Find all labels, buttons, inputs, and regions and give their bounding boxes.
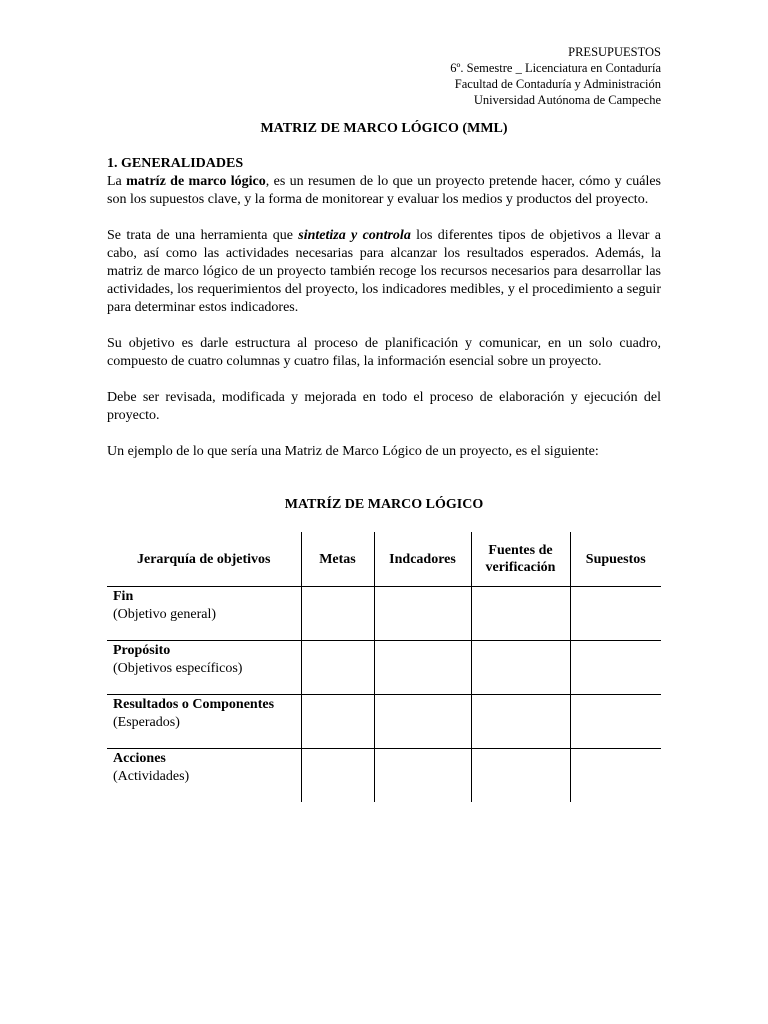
row-label-cell	[107, 641, 301, 695]
empty-cell	[471, 587, 570, 641]
header-assumptions: Supuestos	[570, 532, 661, 587]
logical-framework-table	[107, 532, 661, 802]
header-goals: Metas	[301, 532, 374, 587]
empty-cell	[374, 695, 471, 749]
paragraph-5: Un ejemplo de lo que sería una Matriz de Marco Lógico de un proyecto, es el siguiente:	[107, 444, 599, 459]
header-line-university: Universidad Autónoma de Campeche	[473, 93, 661, 107]
empty-cell	[471, 749, 570, 803]
paragraph-2	[107, 227, 661, 317]
empty-cell	[570, 641, 661, 695]
row-sublabel: (Esperados)	[113, 715, 180, 730]
empty-cell	[301, 695, 374, 749]
section-generalidades	[107, 155, 661, 479]
table-row	[107, 587, 661, 641]
empty-cell	[374, 587, 471, 641]
empty-cell	[301, 749, 374, 803]
header-indicators: Indcadores	[374, 532, 471, 587]
table-row	[107, 695, 661, 749]
empty-cell	[374, 749, 471, 803]
row-sublabel: (Objetivos específicos)	[113, 661, 243, 676]
paragraph-1-pre: La	[107, 174, 127, 189]
paragraph-3: Su objetivo es darle estructura al proceso de planificación y comunicar, en un solo cuadro, compuesto de cuatro columnas y cuatro filas, la información esencial sobre un proyecto.	[107, 336, 661, 369]
row-label-cell	[107, 695, 301, 749]
row-label: Resultados o Componentes	[113, 697, 275, 712]
header-line-course: PRESUPUESTOS	[568, 45, 661, 59]
paragraph-2-post: los diferentes tipos de objetivos a llevar a cabo, así como las actividades necesarias para alcanzar los resultados esperados. Además, la matriz de marco lógico de un proyecto también recoge los recursos necesarios para desarrollar las actividades, los requerimientos del proyecto, los indicadores medibles, y el procedimiento a seguir para determinar estos indicadores.	[107, 228, 661, 315]
header-objective-hierarchy: Jerarquía de objetivos	[136, 551, 271, 567]
row-label-cell	[107, 587, 301, 641]
empty-cell	[570, 749, 661, 803]
empty-cell	[471, 641, 570, 695]
row-label: Acciones	[113, 751, 166, 766]
table-row	[107, 749, 661, 803]
paragraph-2-pre: Se trata de una herramienta que	[107, 228, 299, 243]
row-label: Fin	[113, 589, 134, 604]
paragraph-1-post: , es un resumen de lo que un proyecto pretende hacer, cómo y cuáles son los supuestos clave, y la forma de monitorear y evaluar los medios y productos del proyecto.	[107, 174, 661, 207]
paragraph-4: Debe ser revisada, modificada y mejorada en todo el proceso de elaboración y ejecución del proyecto.	[107, 390, 661, 423]
row-label: Propósito	[113, 643, 171, 658]
table-header-row	[107, 532, 661, 587]
row-label-cell	[107, 749, 301, 803]
header-line-semester: 6º. Semestre _ Licenciatura en Contaduría	[450, 61, 661, 75]
header-verification-sources: Fuentes de verificación	[471, 532, 570, 587]
document-title: MATRIZ DE MARCO LÓGICO (MML)	[260, 121, 508, 136]
paragraph-1-bold: matríz de marco lógico	[126, 174, 266, 189]
empty-cell	[570, 587, 661, 641]
table-row	[107, 641, 661, 695]
row-sublabel: (Actividades)	[113, 769, 190, 784]
section-heading: 1. GENERALIDADES	[107, 156, 244, 171]
document-header	[450, 44, 661, 108]
empty-cell	[471, 695, 570, 749]
row-sublabel: (Objetivo general)	[113, 607, 217, 622]
table-title: MATRÍZ DE MARCO LÓGICO	[284, 497, 484, 512]
empty-cell	[301, 587, 374, 641]
empty-cell	[301, 641, 374, 695]
empty-cell	[374, 641, 471, 695]
header-line-faculty: Facultad de Contaduría y Administración	[454, 77, 661, 91]
paragraph-1	[107, 173, 661, 209]
paragraph-2-emphasis: sintetiza y controla	[298, 228, 411, 243]
empty-cell	[570, 695, 661, 749]
